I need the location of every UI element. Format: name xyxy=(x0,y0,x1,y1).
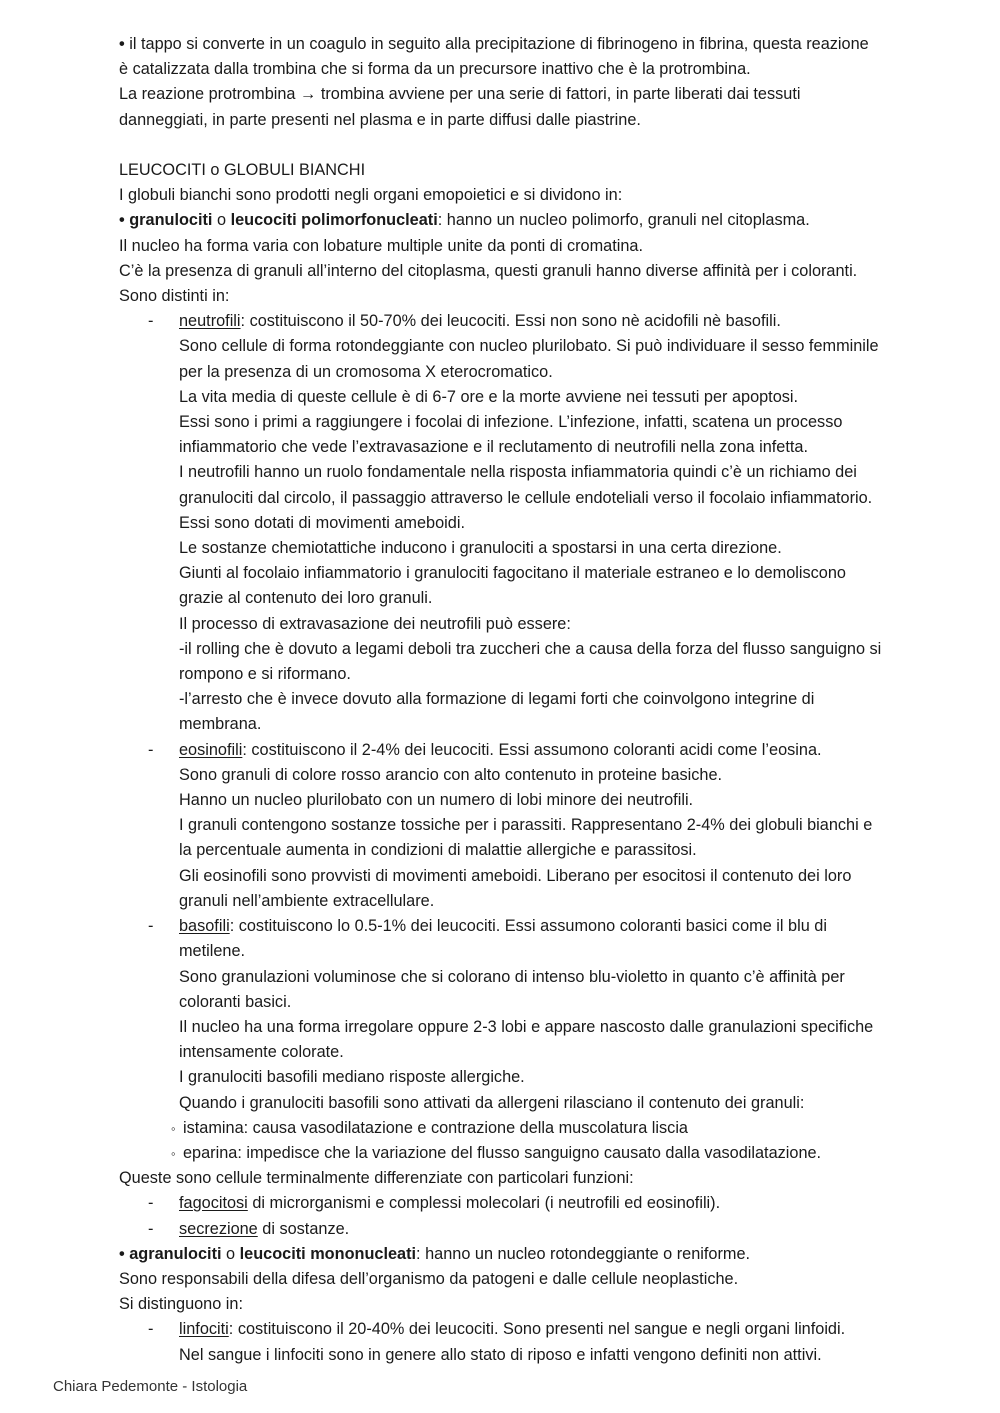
text: : costituiscono il 2-4% dei leucociti. Essi assumono coloranti acidi come l’eosina. xyxy=(242,740,822,759)
paragraph-line: è catalizzata dalla trombina che si forma da un precursore inattivo che è la protrombina. xyxy=(119,60,751,79)
circle-bullet-icon: ◦ xyxy=(171,1145,176,1161)
detail-line: Il processo di extravasazione dei neutrofili può essere: xyxy=(179,614,571,633)
detail-line: Giunti al focolaio infiammatorio i granulociti fagocitano il materiale estraneo e lo demoliscono xyxy=(179,564,846,583)
detail-line: Quando i granulociti basofili sono attivati da allergeni rilasciano il contenuto dei granuli: xyxy=(179,1093,805,1112)
paragraph-line: I globuli bianchi sono prodotti negli organi emopoietici e si dividono in: xyxy=(119,186,623,205)
list-item-linfociti xyxy=(119,1317,989,1342)
detail-line: infiammatorio che vede l’extravasazione e il reclutamento di neutrofili nella zona infetta. xyxy=(179,438,808,457)
bullet-item-granulociti xyxy=(119,208,989,233)
paragraph-line: danneggiati, in parte presenti nel plasma e in parte diffusi dalle piastrine. xyxy=(119,110,641,129)
term: linfociti xyxy=(179,1320,229,1339)
dash: - xyxy=(148,1219,154,1238)
detail-line: -l’arresto che è invece dovuto alla formazione di legami forti che coinvolgono integrine di xyxy=(179,690,815,709)
dash: - xyxy=(148,312,154,331)
list-item-eosinofili xyxy=(119,738,989,763)
detail-line: metilene. xyxy=(179,942,246,961)
term: secrezione xyxy=(179,1219,258,1238)
paragraph-line: La reazione protrombina → trombina avviene per una serie di fattori, in parte liberati dai tessuti xyxy=(119,85,801,104)
bullet: • xyxy=(119,35,130,53)
text: di sostanze. xyxy=(257,1219,350,1238)
detail-line: Il nucleo ha una forma irregolare oppure 2-3 lobi e appare nascosto dalle granulazioni specifiche xyxy=(179,1017,874,1036)
dash: - xyxy=(148,740,154,759)
detail-line: coloranti basici. xyxy=(179,992,292,1011)
detail-line: I granuli contengono sostanze tossiche per i parassiti. Rappresentano 2-4% dei globuli bianchi e xyxy=(179,816,873,835)
sub-item-istamina xyxy=(119,1116,989,1141)
detail-line: la percentuale aumenta in condizioni di malattie allergiche e parassitosi. xyxy=(179,841,697,860)
detail-line: intensamente colorate. xyxy=(179,1043,344,1062)
page-footer: Chiara Pedemonte - Istologia xyxy=(53,1378,248,1395)
detail-line: Gli eosinofili sono provvisti di movimenti ameboidi. Liberano per esocitosi il contenuto dei loro xyxy=(179,866,852,885)
detail-line: granulociti dal circolo, il passaggio attraverso le cellule endoteliali verso il focolaio infiammatorio. xyxy=(179,488,873,507)
text: : costituiscono il 50-70% dei leucociti. Essi non sono nè acidofili nè basofili. xyxy=(240,312,781,331)
paragraph-line: C’è la presenza di granuli all’interno del citoplasma, questi granuli hanno diverse affinità per i coloranti. xyxy=(119,261,858,280)
text: eparina: impedisce che la variazione del flusso sanguigno causato dalla vasodilatazione. xyxy=(183,1143,822,1162)
text: : costituiscono lo 0.5-1% dei leucociti. Essi assumono coloranti basici come il blu di xyxy=(229,917,827,936)
paragraph-line xyxy=(119,32,989,57)
list-item-fagocitosi xyxy=(119,1191,989,1216)
detail-line: rompono e si riformano. xyxy=(179,665,351,684)
text: : costituiscono il 20-40% dei leucociti. Sono presenti nel sangue e negli organi linfoidi. xyxy=(228,1320,846,1339)
neutrofili-details xyxy=(119,334,989,737)
text: di microrganismi e complessi molecolari (i neutrofili ed eosinofili). xyxy=(247,1194,721,1213)
bullet-item-agranulociti xyxy=(119,1242,989,1267)
dash: - xyxy=(148,917,154,936)
circle-bullet-icon: ◦ xyxy=(171,1120,176,1136)
detail-line: La vita media di queste cellule è di 6-7 ore e la morte avviene nei tessuti per apoptosi. xyxy=(179,387,799,406)
sub-item-eparina xyxy=(119,1141,989,1166)
detail-line: per la presenza di un cromosoma X eterocromatico. xyxy=(179,362,553,381)
paragraph-line: Sono distinti in: xyxy=(119,287,230,306)
detail-line: Le sostanze chemiotattiche inducono i granulociti a spostarsi in una certa direzione. xyxy=(179,539,782,558)
detail-line: Essi sono dotati di movimenti ameboidi. xyxy=(179,513,465,532)
detail-line: I granulociti basofili mediano risposte allergiche. xyxy=(179,1068,525,1087)
detail-line: Sono cellule di forma rotondeggiante con nucleo plurilobato. Si può individuare il sesso femminile xyxy=(179,337,879,356)
term: leucociti mononucleati xyxy=(239,1244,417,1263)
paragraph-line: Si distinguono in: xyxy=(119,1295,244,1314)
term: granulociti xyxy=(129,211,213,230)
basofili-details xyxy=(119,939,989,1115)
term: agranulociti xyxy=(129,1244,222,1263)
term: basofili xyxy=(179,917,230,936)
detail-line: -il rolling che è dovuto a legami deboli tra zuccheri che a causa della forza del flusso sanguigno si xyxy=(179,639,882,658)
detail-line: Essi sono i primi a raggiungere i focolai di infezione. L’infezione, infatti, scatena un processo xyxy=(179,413,843,432)
term: neutrofili xyxy=(179,312,241,331)
bullet: • xyxy=(119,211,130,230)
text: : hanno un nucleo polimorfo, granuli nel citoplasma. xyxy=(437,211,810,230)
document-body xyxy=(119,32,989,1368)
term: fagocitosi xyxy=(179,1194,248,1213)
detail-line: granuli nell’ambiente extracellulare. xyxy=(179,891,435,910)
detail-line: I neutrofili hanno un ruolo fondamentale nella risposta infiammatoria quindi c’è un richiamo dei xyxy=(179,463,857,482)
paragraph-line: Queste sono cellule terminalmente differenziate con particolari funzioni: xyxy=(119,1169,634,1188)
list-item-secrezione xyxy=(119,1217,989,1242)
paragraph-line: Il nucleo ha forma varia con lobature multiple unite da ponti di cromatina. xyxy=(119,236,644,255)
text: : hanno un nucleo rotondeggiante o reniforme. xyxy=(416,1244,751,1263)
list-item-basofili xyxy=(119,914,989,939)
paragraph-line: Sono responsabili della difesa dell’organismo da patogeni e dalle cellule neoplastiche. xyxy=(119,1269,739,1288)
dash: - xyxy=(148,1194,154,1213)
section-heading: LEUCOCITI o GLOBULI BIANCHI xyxy=(119,161,366,179)
list-item-neutrofili xyxy=(119,309,989,334)
eosinofili-details xyxy=(119,763,989,914)
detail-line: grazie al contenuto dei loro granuli. xyxy=(179,589,433,608)
detail-line: Sono granuli di colore rosso arancio con alto contenuto in proteine basiche. xyxy=(179,765,723,784)
detail-line: Nel sangue i linfociti sono in genere allo stato di riposo e infatti vengono definiti non attivi. xyxy=(179,1345,822,1364)
text: o xyxy=(212,211,231,230)
detail-line: Hanno un nucleo plurilobato con un numero di lobi minore dei neutrofili. xyxy=(179,791,694,810)
text: il tappo si converte in un coagulo in seguito alla precipitazione di fibrinogeno in fibrina, questa reazione xyxy=(129,35,869,53)
detail-line: membrana. xyxy=(179,715,262,734)
dash: - xyxy=(148,1320,154,1339)
bullet: • xyxy=(119,1244,130,1263)
detail-line: Sono granulazioni voluminose che si colorano di intenso blu-violetto in quanto c’è affinità per xyxy=(179,967,845,986)
term: eosinofili xyxy=(179,740,243,759)
text: istamina: causa vasodilatazione e contrazione della muscolatura liscia xyxy=(183,1118,688,1137)
text: o xyxy=(221,1244,240,1263)
term: leucociti polimorfonucleati xyxy=(230,211,438,230)
spacer xyxy=(119,133,989,158)
